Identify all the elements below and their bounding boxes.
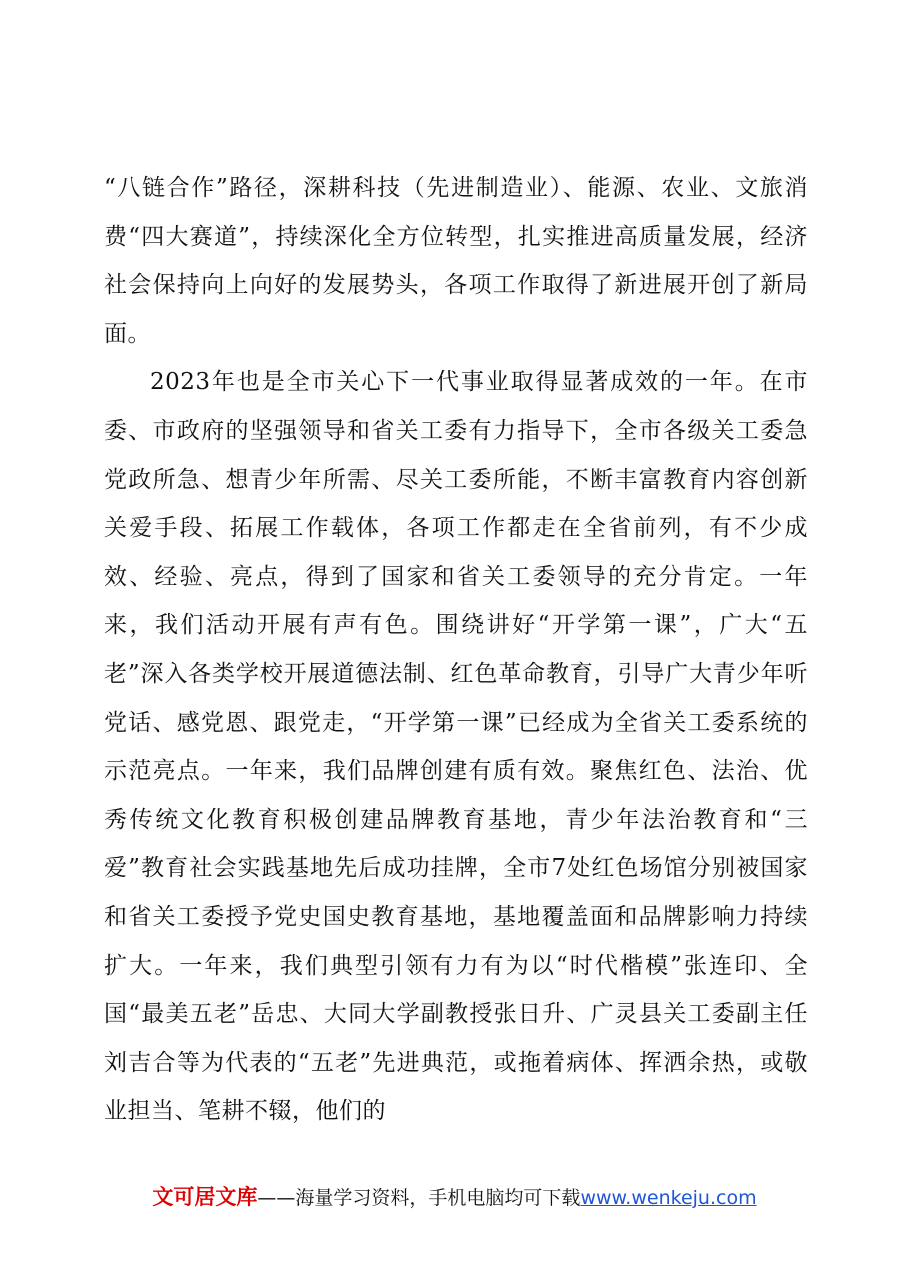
footer-url-link[interactable]: www.wenkeju.com [580, 1187, 757, 1209]
paragraph-1: “八链合作”路径，深耕科技（先进制造业）、能源、农业、文旅消费“四大赛道”，持续深化全方位转型，扎实推进高质量发展，经济社会保持向上向好的发展势头，各项工作取得了新进展开创了新局面。 [104, 175, 808, 347]
footer-brand: 文可居文库 [152, 1185, 258, 1209]
paragraph-2: 2023年也是全市关心下一代事业取得显著成效的一年。在市委、市政府的坚强领导和省关工委有力指导下，全市各级关工委急党政所急、想青少年所需、尽关工委所能，不断丰富教育内容创新关爱手段、拓展工作载体，各项工作都走在全省前列，有不少成效、经验、亮点，得到了国家和省关工委领导的充分肯定。一年来，我们活动开展有声有色。围绕讲好“开学第一课”，广大“五老”深入各类学校开展道德法制、红色革命教育，引导广大青少年听党话、感党恩、跟党走，“开学第一课”已经成为全省关工委系统的示范亮点。一年来，我们品牌创建有质有效。聚焦红色、法治、优秀传统文化教育积极创建品牌教育基地，青少年法治教育和“三爱”教育社会实践基地先后成功挂牌，全市7处红色场馆分别被国家和省关工委授予党史国史教育基地，基地覆盖面和品牌影响力持续扩大。一年来，我们典型引领有力有为以“时代楷模”张连印、全国“最美五老”岳忠、大同大学副教授张日升、广灵县关工委副主任刘吉合等为代表的“五老”先进典范，或拖着病体、挥洒余热，或敬业担当、笔耕不辍，他们的 [104, 369, 808, 1125]
footer-tagline: ——海量学习资料，手机电脑均可下载 [257, 1187, 581, 1209]
footer-banner [0, 1181, 909, 1211]
document-body [104, 164, 808, 1136]
